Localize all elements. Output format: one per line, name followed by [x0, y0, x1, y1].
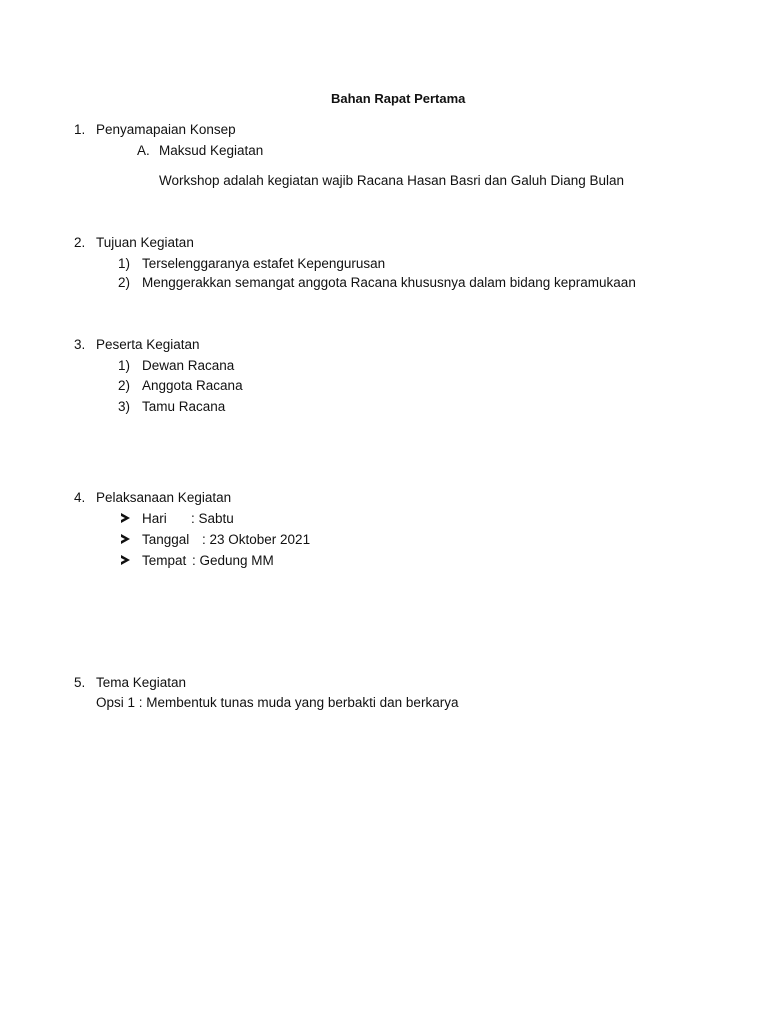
section-5-number: 5.	[74, 675, 86, 690]
detail-label: Tanggal	[142, 532, 190, 547]
detail-label: Hari	[142, 511, 167, 526]
section-4-number: 4.	[74, 490, 86, 505]
section-1-paragraph: Workshop adalah kegiatan wajib Racana Hasan Basri dan Galuh Diang Bulan	[159, 173, 625, 188]
detail-value: : Sabtu	[191, 511, 234, 526]
list-item: Menggerakkan semangat anggota Racana khususnya dalam bidang kepramukaan	[142, 275, 636, 290]
list-item: Dewan Racana	[142, 358, 235, 373]
document-title: Bahan Rapat Pertama	[331, 91, 466, 106]
list-item-marker: 2)	[118, 378, 131, 393]
section-1-number: 1.	[74, 122, 86, 137]
arrow-bullet-icon	[121, 555, 130, 565]
theme-option: Opsi 1 : Membentuk tunas muda yang berbakti dan berkarya	[96, 695, 459, 710]
arrow-bullet-icon	[121, 534, 130, 544]
list-item: Tamu Racana	[142, 399, 226, 414]
detail-label: Tempat	[142, 553, 187, 568]
section-1-sub-heading: Maksud Kegiatan	[159, 143, 264, 158]
section-2-number: 2.	[74, 235, 86, 250]
section-2-heading: Tujuan Kegiatan	[96, 235, 194, 250]
list-item-marker: 1)	[118, 358, 131, 373]
section-1-sub-label: A.	[137, 143, 150, 158]
section-5-heading: Tema Kegiatan	[96, 675, 187, 690]
detail-value: : Gedung MM	[192, 553, 274, 568]
section-1-heading: Penyamapaian Konsep	[96, 122, 236, 137]
list-item: Anggota Racana	[142, 378, 243, 393]
arrow-bullet-icon	[121, 513, 130, 523]
section-3-heading: Peserta Kegiatan	[96, 337, 200, 352]
section-3-number: 3.	[74, 337, 86, 352]
section-4-heading: Pelaksanaan Kegiatan	[96, 490, 232, 505]
list-item-marker: 3)	[118, 399, 131, 414]
detail-value: : 23 Oktober 2021	[202, 532, 311, 547]
list-item-marker: 1)	[118, 256, 131, 271]
list-item: Terselenggaranya estafet Kepengurusan	[142, 256, 386, 271]
list-item-marker: 2)	[118, 275, 131, 290]
